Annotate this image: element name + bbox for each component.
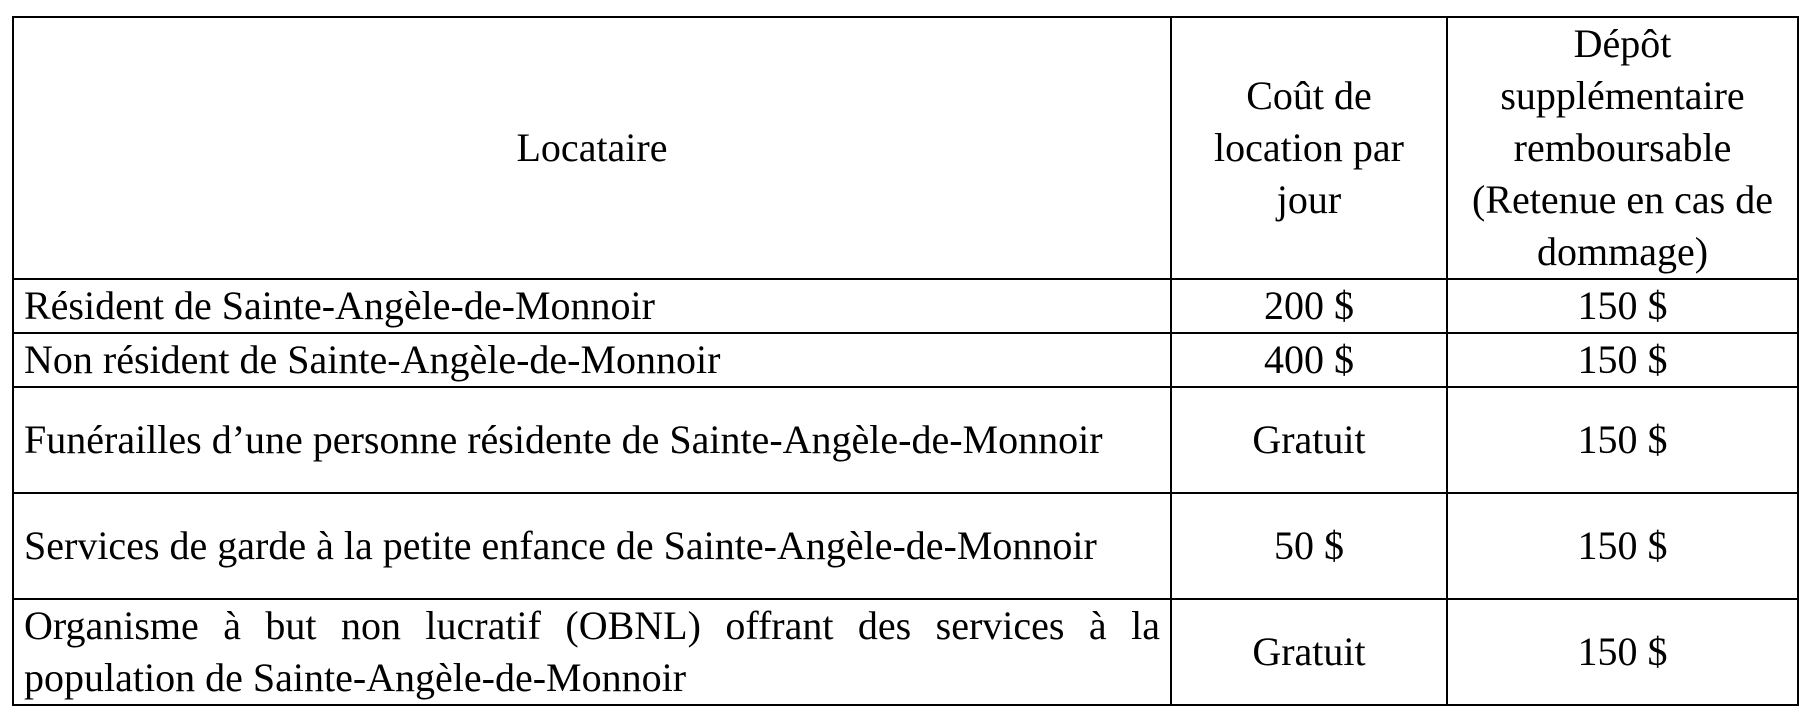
tenant-cell: Services de garde à la petite enfance de Sainte-Angèle-de-Monnoir: [13, 493, 1171, 599]
cost-cell: Gratuit: [1171, 599, 1447, 705]
deposit-cell: 150 $: [1447, 599, 1798, 705]
tenant-cell: Non résident de Sainte-Angèle-de-Monnoir: [13, 333, 1171, 387]
cost-cell: 200 $: [1171, 279, 1447, 333]
table-row: [13, 279, 1798, 333]
table-row: [13, 333, 1798, 387]
tenant-cell: Funérailles d’une personne résidente de Sainte-Angèle-de-Monnoir: [13, 387, 1171, 493]
cost-cell: 50 $: [1171, 493, 1447, 599]
table-header-row: [13, 17, 1798, 279]
deposit-cell: 150 $: [1447, 333, 1798, 387]
header-cost: [1171, 17, 1447, 279]
header-tenant: [13, 17, 1171, 279]
header-deposit: [1447, 17, 1798, 279]
deposit-cell: 150 $: [1447, 493, 1798, 599]
tenant-cell: Résident de Sainte-Angèle-de-Monnoir: [13, 279, 1171, 333]
header-tenant-label: Locataire: [516, 125, 668, 170]
table-row: [13, 387, 1798, 493]
cost-cell: 400 $: [1171, 333, 1447, 387]
cost-cell: Gratuit: [1171, 387, 1447, 493]
deposit-cell: 150 $: [1447, 387, 1798, 493]
rental-rates-table: [12, 16, 1799, 706]
deposit-cell: 150 $: [1447, 279, 1798, 333]
header-cost-label: Coût de location par jour: [1214, 73, 1404, 222]
table-row: [13, 493, 1798, 599]
tenant-cell: Organisme à but non lucratif (OBNL) offrant des services à la population de Sainte-Angèle-de-Monnoir: [13, 599, 1171, 705]
header-deposit-label: Dépôt supplémentaire remboursable (Retenue en cas de dommage): [1472, 21, 1773, 274]
table-row: [13, 599, 1798, 705]
